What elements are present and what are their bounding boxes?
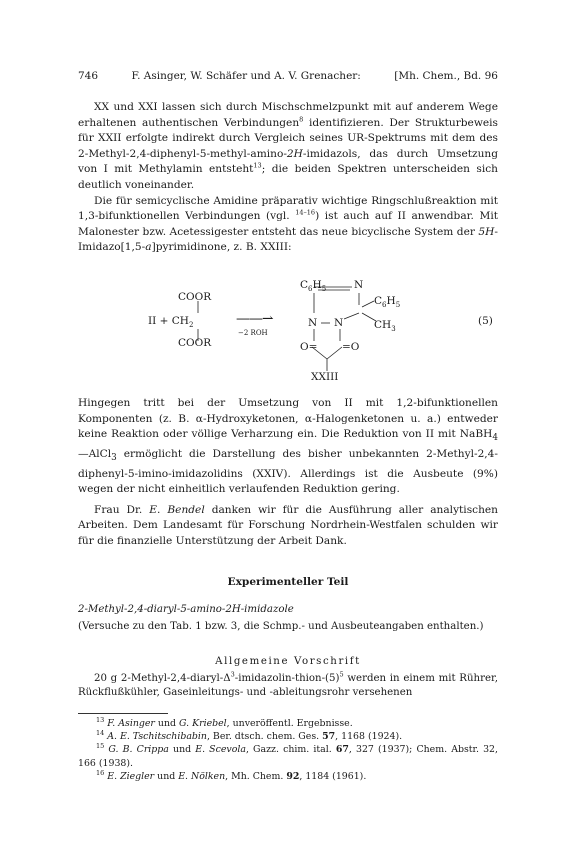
footnote-15: $^{15}$ G. B. Crippa und E. Scevola, Gazz. chim. ital. 67, 327 (1937); Chem. Abstr. 32, 166 (1938). [78, 742, 498, 769]
body-text-top [78, 100, 498, 256]
header-journal: [Mh. Chem., Bd. 96 [394, 70, 498, 82]
ring-n-top: N [354, 279, 364, 291]
footnote-14: $^{14}$ A. E. Tschitschibabin, Ber. dtsch. chem. Ges. 57, 1168 (1924). [96, 729, 403, 743]
ref-14-16: 14–16 [295, 208, 316, 217]
compound-subtitle: 2-Methyl-2,4-diaryl-5-amino-2H-imidazole [78, 604, 294, 615]
c6h5-top: $C_6H_5$ [300, 279, 327, 294]
procedure-text: 20 g $2-Methyl-2,4-diaryl-\Delta^3-imidazolin-thion-(5)^5$ werden in einem mit Rührer, Rückflußkühler, Gaseinleitungs- und -ableitungsrohr versehenen [78, 670, 498, 698]
paragraph-2: Die für semicyclische Amidine präparativ wichtige Ringschlußreaktion mit 1,3-bifunktionellen Verbindungen (vgl. $^{14-16}$) ist auch auf II anwendbar. Mit Malonester bzw. Acetessigester entsteht das neue bicyclische System der 5H-Imidazo[1,5-a]pyrimidinone, z. B. XXIII: [78, 194, 498, 254]
footnote-rule [78, 713, 168, 714]
body-text-middle [78, 396, 498, 550]
reactant-ch2: II + $CH_2$ [148, 315, 194, 330]
reaction-arrow: ——⇀ [236, 311, 273, 327]
page-number: 746 [78, 70, 99, 82]
section-heading: Experimenteller Teil [227, 576, 349, 588]
coor-top: COOR [178, 291, 212, 303]
footnotes [78, 717, 498, 783]
reaction-scheme [78, 279, 498, 389]
ch3-group: $CH_3$ [374, 319, 396, 334]
carbonyl-right: =O [342, 341, 360, 353]
scheme-bonds [78, 279, 498, 389]
footnote-16: $^{16}$ E. Ziegler und E. Nölken, Mh. Chem. 92, 1184 (1961). [96, 768, 367, 782]
paragraph-1: XX und XXI lassen sich durch Mischschmelzpunkt mit auf anderem Wege erhaltenen authentischen Verbindungen$^8$ identifizieren. Der Strukturbeweis für XXII erfolgte indirekt durch Vergleich seines UR-Spektrums mit dem des 2-Methyl-2,4-diphenyl-5-methyl-amino-2H-imidazols, das durch Umsetzung von I mit Methylamin entsteht$^{13}$; die beiden Spektren unterscheiden sich deutlich voneinander. [78, 101, 498, 191]
ring-n-mid: N [334, 317, 344, 329]
c6h5-right: $C_6H_5$ [374, 295, 401, 310]
footnote-13: $^{13}$ F. Asinger und G. Kriebel, unveröffentl. Ergebnisse. [96, 715, 353, 729]
ref-5: 5 [339, 670, 344, 679]
header-authors: F. Asinger, W. Schäfer und A. V. Grenacher: [131, 70, 361, 82]
coor-bottom: COOR [178, 337, 212, 349]
carbonyl-left: O= [300, 341, 318, 353]
compound-label: XXIII [311, 371, 339, 383]
paragraph-4: Frau Dr. E. Bendel danken wir für die Ausführung aller analytischen Arbeiten. Dem Landesamt für Forschung Nordrhein-Westfalen schulden wir für die finanzielle Unterstützung der Arbeit Dank. [78, 503, 498, 547]
running-header [78, 70, 498, 82]
procedure-heading: Allgemeine Vorschrift [215, 656, 361, 667]
ref-13: 13 [253, 161, 262, 170]
ref-8: 8 [299, 115, 304, 124]
arrow-label: −2 ROH [238, 329, 268, 337]
equation-number: (5) [478, 315, 493, 327]
parenthetical-note: (Versuche zu den Tab. 1 bzw. 3, die Schmp.- und Ausbeuteangaben enthalten.) [78, 621, 484, 632]
ring-n-left: N [308, 317, 318, 329]
paragraph-3: Hingegen tritt bei der Umsetzung von II mit 1,2-bifunktionellen Komponenten (z. B. α-Hydroxyketonen, α-Halogenketonen u. a.) entweder keine Reaktion oder völlige Verharzung ein. Die Reduktion von II mit NaBH$_4$—AlCl$_3$ ermöglicht die Darstellung des bisher unbekannten 2-Methyl-2,4-diphenyl-5-imino-imidazolidins (XXIV). Allerdings ist die Ausbeute (9%) wegen der nicht einheitlich verlaufenden Reduktion gering. [78, 397, 498, 496]
